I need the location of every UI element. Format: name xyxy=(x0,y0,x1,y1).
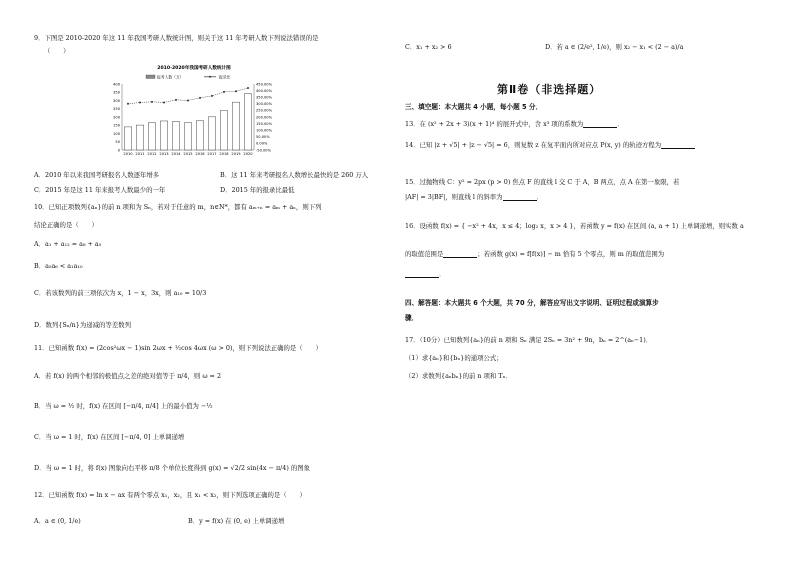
q9-option-c: C．2015 年是这 11 年来报考人数最少的一年 xyxy=(34,186,166,194)
line-point xyxy=(211,95,213,97)
x-tick-label: 2020 xyxy=(243,152,253,156)
q12-option-d: D．若 a ∈ (2/e², 1/e)，则 x₂ − x₁ < (2 − a)/a xyxy=(545,43,684,51)
x-tick-label: 2018 xyxy=(219,152,229,156)
q9-stem: 9．下图是 2010-2020 年这 11 年我国考研人数统计图，则关于这 11 年考研人数下列说法错误的是 xyxy=(34,34,319,42)
x-tick-label: 2012 xyxy=(147,152,157,156)
y-right-tick-label: -50.00% xyxy=(256,148,271,153)
q12-stem: 12．已知函数 f(x) = ln x − ax 有两个零点 x₁，x₂，且 x₁ < x₂，则下列选项正确的是（ ） xyxy=(34,491,306,499)
q16-stem: 16．设函数 f(x) = { −x² + 4x，x ≤ 4；log₂ x，x > 4 }，若函数 y = f(x) 在区间 (a, a + 1) 上单调递增，则实数 a xyxy=(405,222,744,230)
q13-answer-blank[interactable] xyxy=(583,121,617,128)
q11-stem: 11．已知函数 f(x) = (2cos²ωx − 1)sin 2ωx + ½cos 4ωx (ω > 0)，则下列说法正确的是（ ） xyxy=(34,344,322,352)
q16-stem-3: ；若函数 g(x) = f[f(x)] − m 恰有 5 个零点，则 m 的取值范围为 xyxy=(477,250,665,258)
q16-answer-blank-1[interactable] xyxy=(443,251,477,258)
y-right-tick-label: 350.00% xyxy=(256,95,272,100)
q10-option-b: B．a₅a₆ < a₁a₁₀ xyxy=(34,262,83,270)
q12-option-b: B．y = f(x) 在 (0, e) 上单调递增 xyxy=(188,517,285,525)
legend-bar-label: 报考人数（万） xyxy=(157,74,184,80)
y-right-tick-label: 100.00% xyxy=(256,128,272,133)
q10-stem: 10．已知正项数列{aₙ}的前 n 项和为 Sₙ，若对于任意的 m，n∈N*，都有 aₘ₊ₙ = aₘ + aₙ，则下列 xyxy=(34,203,322,211)
y-left-tick-label: 50 xyxy=(115,140,120,145)
q16-answer-blank-2[interactable] xyxy=(405,271,439,278)
legend-line-marker xyxy=(209,76,211,78)
bar xyxy=(124,127,131,150)
bar xyxy=(220,111,227,150)
y-right-tick-label: 400.00% xyxy=(256,88,272,93)
q17-part-2: （2）求数列{aₙbₙ}的前 n 项和 Tₙ． xyxy=(405,372,512,380)
line-point xyxy=(247,87,249,89)
bar xyxy=(208,117,215,150)
q11-option-c: C．当 ω = 1 时，f(x) 在区间 [−π/4, 0] 上单调递增 xyxy=(34,433,185,441)
x-tick-label: 2010 xyxy=(123,152,133,156)
q17-part-1: （1）求{aₙ}和{bₙ}的通项公式； xyxy=(405,354,503,362)
y-left-tick-label: 150 xyxy=(113,123,120,128)
y-right-tick-label: 200.00% xyxy=(256,115,272,120)
y-left-tick-label: 350 xyxy=(113,90,120,95)
line-point xyxy=(223,91,225,93)
part3-heading: 三、填空题：本大题共 4 小题，每小题 5 分． xyxy=(405,103,543,111)
q15-text-2: |AF| = 3|BF|，则直线 l 的斜率为 ． xyxy=(405,193,543,201)
q16-text-3: ． xyxy=(405,270,445,278)
legend-line-label: 报录比 xyxy=(219,74,231,80)
q14-text xyxy=(405,141,695,149)
line-point xyxy=(163,101,165,103)
q10-stem-2: 结论正确的是（ ） xyxy=(34,221,98,229)
bar xyxy=(172,122,179,150)
bar xyxy=(136,125,143,150)
y-left-tick-label: 0 xyxy=(117,148,120,153)
q11-option-b: B．当 ω = ½ 时，f(x) 在区间 [−π/4, π/4] 上的最小值为 −½ xyxy=(34,402,213,410)
q14-answer-blank[interactable] xyxy=(661,142,695,149)
x-tick-label: 2016 xyxy=(195,152,205,156)
q15-answer-blank[interactable] xyxy=(503,194,537,201)
bar xyxy=(184,123,191,150)
line-point xyxy=(235,90,237,92)
x-tick-label: 2015 xyxy=(183,152,193,156)
q12-option-c: C．x₁ + x₂ > 6 xyxy=(405,43,452,51)
line-point xyxy=(175,99,177,101)
exam-chart xyxy=(104,62,284,160)
q10-option-c: C．若该数列的前三项依次为 x，1 − x，3x，则 a₁₀ = 10/3 xyxy=(34,289,207,297)
q10-option-d: D．数列{Sₙ/n}为递减的等差数列 xyxy=(34,321,131,329)
y-left-tick-label: 300 xyxy=(113,98,120,103)
section-title: 第Ⅱ卷（非选择题） xyxy=(497,83,602,96)
line-point xyxy=(199,97,201,99)
x-tick-label: 2017 xyxy=(207,152,217,156)
q11-option-d: D．当 ω = 1 时，将 f(x) 图象向右平移 π/8 个单位长度得到 g(x) = √2/2 sin(4x − π/4) 的图象 xyxy=(34,464,311,472)
bar xyxy=(232,102,239,150)
q15-stem-2: |AF| = 3|BF|，则直线 l 的斜率为 xyxy=(405,193,503,201)
y-right-tick-label: 450.00% xyxy=(256,82,272,87)
line-point xyxy=(187,100,189,102)
q10-option-a: A．a₁ + a₁₂ = a₈ + a₅ xyxy=(34,240,102,248)
x-tick-label: 2013 xyxy=(159,152,169,156)
q15-stem: 15．过抛物线 C：y² = 2px (p > 0) 焦点 F 的直线 l 交 C 于 A，B 两点，点 A 在第一象限，若 xyxy=(405,178,680,186)
q14-stem: 14．已知 |z + √5| + |z − √5| = 6，则复数 z 在复平面内所对应点 P(x, y) 的轨迹方程为 xyxy=(405,141,662,149)
chart-title: 2010-2020年我国考研人数统计图 xyxy=(157,66,231,71)
y-right-tick-label: 50.00% xyxy=(256,135,270,140)
q9-paren: （ ） xyxy=(44,47,70,55)
q11-option-a: A．若 f(x) 的两个相邻的极值点之差的绝对值等于 π/4，则 ω = 2 xyxy=(34,372,222,380)
y-right-tick-label: 250.00% xyxy=(256,108,272,113)
y-left-tick-label: 100 xyxy=(113,131,120,136)
q16-stem-2: 的取值范围是 xyxy=(405,250,444,258)
line-point xyxy=(151,101,153,103)
part4-heading: 四、解答题：本大题共 6 个大题，共 70 分，解答应写出文字说明、证明过程或演算步 xyxy=(405,299,659,307)
bar xyxy=(148,123,155,150)
x-tick-label: 2011 xyxy=(135,152,145,156)
q9-option-b: B．这 11 年来考研报名人数增长最快的是 260 万人 xyxy=(220,171,369,179)
q16-text-2 xyxy=(405,250,664,258)
y-left-tick-label: 250 xyxy=(113,107,120,112)
q13-stem: 13．在 (x² + 2x + 3)(x + 1)⁴ 的展开式中，含 x³ 项的系数为 xyxy=(405,120,584,128)
q13-text: 13．在 (x² + 2x + 3)(x + 1)⁴ 的展开式中，含 x³ 项的系数为 ． xyxy=(405,120,624,128)
x-tick-label: 2014 xyxy=(171,152,181,156)
q17-stem: 17．（10分）已知数列{aₙ}的前 n 项和 Sₙ 满足 2Sₙ = 3n² + 9n，bₙ = 2^(aₙ−1)． xyxy=(405,336,653,344)
legend-bar-swatch xyxy=(146,75,155,79)
bar xyxy=(196,121,203,150)
y-right-tick-label: 150.00% xyxy=(256,121,272,126)
line-point xyxy=(139,101,141,103)
y-right-tick-label: 0.00% xyxy=(256,141,268,146)
y-left-tick-label: 200 xyxy=(113,115,120,120)
y-right-tick-label: 300.00% xyxy=(256,102,272,107)
x-tick-label: 2019 xyxy=(231,152,241,156)
q9-option-a: A．2010 年以来我国考研报名人数逐年增多 xyxy=(34,171,160,179)
bar xyxy=(244,94,251,150)
bar xyxy=(160,121,167,150)
q12-option-a: A．a ∈ (0, 1/e) xyxy=(34,517,81,525)
line-point xyxy=(127,103,129,105)
part4-heading-2: 骤． xyxy=(405,314,419,322)
q9-option-d: D．2015 年的报录比最低 xyxy=(220,186,295,194)
y-left-tick-label: 400 xyxy=(113,82,120,87)
